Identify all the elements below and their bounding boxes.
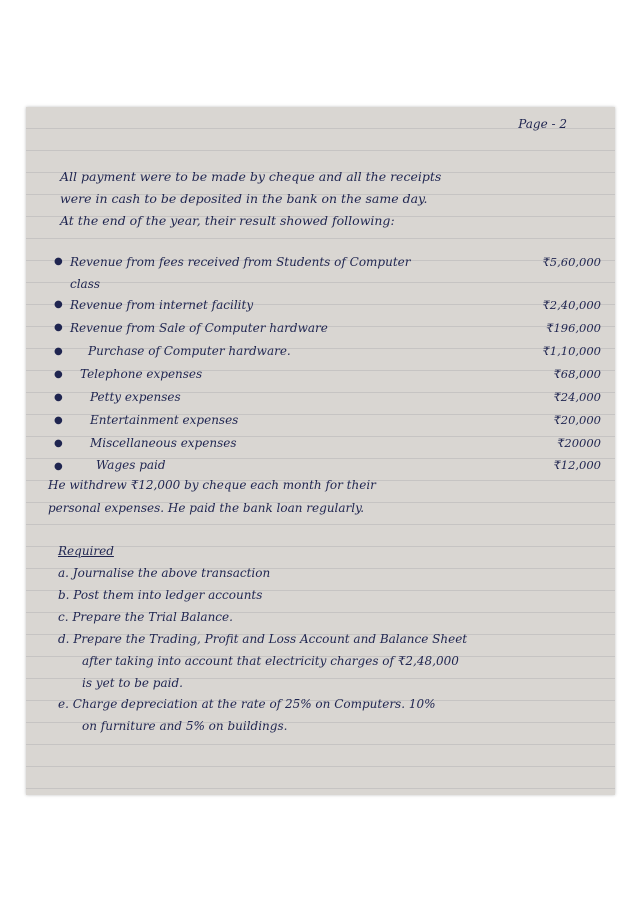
item-label: Revenue from fees received from Students of Computer xyxy=(70,255,411,269)
bullet-icon: ● xyxy=(54,256,63,267)
bullet-icon: ● xyxy=(54,346,63,357)
item-amount: ₹20,000 xyxy=(553,413,601,427)
item-label-continued: class xyxy=(70,277,101,291)
item-amount: ₹68,000 xyxy=(553,367,601,381)
item-label: Telephone expenses xyxy=(80,367,203,381)
bullet-icon: ● xyxy=(54,369,63,380)
intro-line: At the end of the year, their result showed following: xyxy=(60,213,395,228)
withdrawal-line: personal expenses. He paid the bank loan regularly. xyxy=(48,501,365,515)
bullet-icon: ● xyxy=(54,392,63,403)
item-label: Miscellaneous expenses xyxy=(90,436,237,450)
item-label: Revenue from internet facility xyxy=(70,298,254,312)
bullet-icon: ● xyxy=(54,299,63,310)
question-b: b. Post them into ledger accounts xyxy=(58,588,263,602)
item-amount: ₹24,000 xyxy=(553,390,601,404)
page-number: Page - 2 xyxy=(518,117,567,131)
bullet-icon: ● xyxy=(54,415,63,426)
intro-line: All payment were to be made by cheque and all the receipts xyxy=(60,169,442,184)
question-a: a. Journalise the above transaction xyxy=(58,566,271,580)
item-label: Entertainment expenses xyxy=(90,413,239,427)
required-heading: Required xyxy=(58,544,114,558)
question-d-continued: is yet to be paid. xyxy=(82,676,183,690)
question-e: e. Charge depreciation at the rate of 25% on Computers. 10% xyxy=(58,697,436,711)
item-amount: ₹12,000 xyxy=(553,458,601,472)
item-amount: ₹5,60,000 xyxy=(542,255,601,269)
question-c: c. Prepare the Trial Balance. xyxy=(58,610,233,624)
item-amount: ₹2,40,000 xyxy=(542,298,601,312)
item-label: Revenue from Sale of Computer hardware xyxy=(70,321,328,335)
item-label: Petty expenses xyxy=(90,390,181,404)
question-d-continued: after taking into account that electricity charges of ₹2,48,000 xyxy=(82,654,459,668)
question-d: d. Prepare the Trading, Profit and Loss Account and Balance Sheet xyxy=(58,632,468,646)
item-amount: ₹20000 xyxy=(557,436,601,450)
item-amount: ₹1,10,000 xyxy=(542,344,601,358)
withdrawal-line: He withdrew ₹12,000 by cheque each month for their xyxy=(48,478,376,492)
bullet-icon: ● xyxy=(54,438,63,449)
item-amount: ₹196,000 xyxy=(546,321,601,335)
notebook-page xyxy=(26,107,615,795)
item-label: Wages paid xyxy=(96,458,166,472)
bullet-icon: ● xyxy=(54,461,63,472)
bullet-icon: ● xyxy=(54,322,63,333)
question-e-continued: on furniture and 5% on buildings. xyxy=(82,719,288,733)
item-label: Purchase of Computer hardware. xyxy=(88,344,291,358)
intro-line: were in cash to be deposited in the bank on the same day. xyxy=(60,191,428,206)
